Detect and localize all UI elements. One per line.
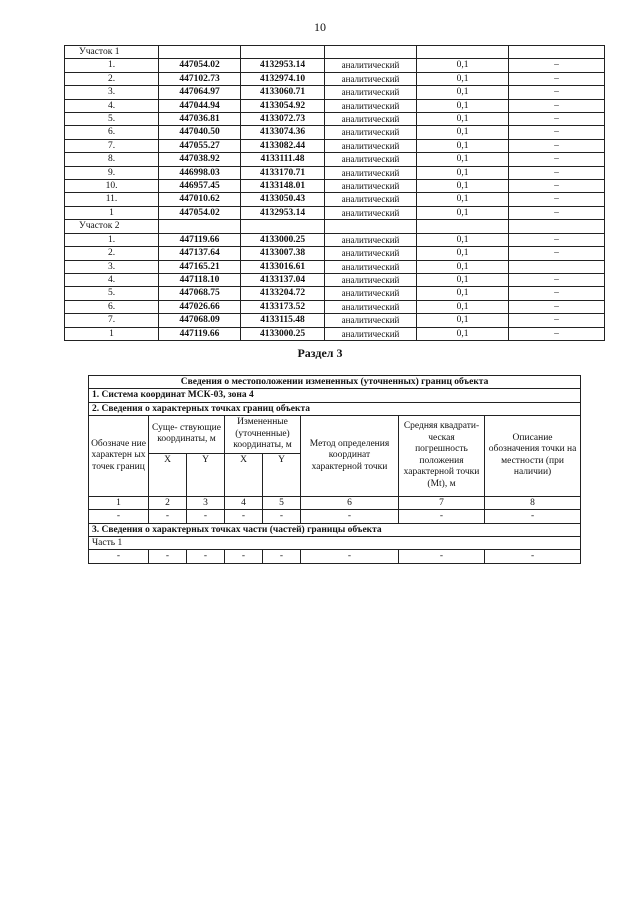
section-row [65,46,605,59]
coord-y: 4132953.14 [241,206,325,219]
column-number: 5 [263,496,301,509]
dash-cell: - [399,550,485,563]
point-number: 6. [65,300,159,313]
description-cell: – [509,193,605,206]
dash-cell: - [225,550,263,563]
accuracy-cell: 0,1 [417,180,509,193]
method-cell: аналитический [325,247,417,260]
table-row [65,113,605,126]
table-row [65,300,605,313]
coord-y: 4132974.10 [241,72,325,85]
description-cell: – [509,300,605,313]
table-row [65,314,605,327]
header-description: Описание обозначения точки на местности (при наличии) [485,416,581,497]
accuracy-cell: 0,1 [417,300,509,313]
point-number: 11. [65,193,159,206]
section-label: Участок 1 [65,46,159,59]
accuracy-cell: 0,1 [417,59,509,72]
point-number: 3. [65,86,159,99]
description-cell: – [509,233,605,246]
dash-cell: - [485,510,581,523]
column-number: 1 [89,496,149,509]
empty-cell [325,46,417,59]
method-cell: аналитический [325,180,417,193]
method-cell: аналитический [325,153,417,166]
column-number: 3 [187,496,225,509]
coord-x: 446957.45 [159,180,241,193]
method-cell: аналитический [325,139,417,152]
table-row [65,287,605,300]
empty-cell [241,220,325,233]
dash-cell: - [149,510,187,523]
point-number: 3. [65,260,159,273]
table-row [65,86,605,99]
table-row [65,233,605,246]
accuracy-cell: 0,1 [417,99,509,112]
table-row [65,59,605,72]
coord-y: 4132953.14 [241,59,325,72]
accuracy-cell: 0,1 [417,166,509,179]
table-row [65,166,605,179]
description-cell: – [509,166,605,179]
coord-y: 4133054.92 [241,99,325,112]
boundary-points-heading: 2. Сведения о характерных точках границ объекта [89,402,581,415]
coord-y: 4133170.71 [241,166,325,179]
dash-cell: - [301,550,399,563]
coord-x: 447038.92 [159,153,241,166]
dash-row-2 [89,550,581,563]
table-row [65,247,605,260]
method-cell: аналитический [325,233,417,246]
description-cell: – [509,126,605,139]
description-cell: – [509,86,605,99]
accuracy-cell: 0,1 [417,327,509,340]
method-cell: аналитический [325,126,417,139]
table-row [65,126,605,139]
dash-cell: - [149,550,187,563]
coord-y: 4133082.44 [241,139,325,152]
accuracy-cell: 0,1 [417,113,509,126]
column-number: 8 [485,496,581,509]
method-cell: аналитический [325,193,417,206]
coordinates-table [64,45,605,341]
empty-cell [417,46,509,59]
coord-x: 447044.94 [159,99,241,112]
description-cell: – [509,314,605,327]
coord-x: 447055.27 [159,139,241,152]
dash-cell: - [187,550,225,563]
boundary-info-table [88,375,581,564]
header-x-existing: X [149,453,187,496]
coord-y: 4133148.01 [241,180,325,193]
dash-cell: - [399,510,485,523]
empty-cell [241,46,325,59]
column-number: 6 [301,496,399,509]
method-cell: аналитический [325,273,417,286]
description-cell: – [509,327,605,340]
method-cell: аналитический [325,314,417,327]
coord-x: 447054.02 [159,59,241,72]
table-row [65,180,605,193]
point-number: 1 [65,327,159,340]
description-cell: – [509,273,605,286]
description-cell: – [509,180,605,193]
column-numbers-row [89,496,581,509]
table-row [65,153,605,166]
coord-y: 4133137.04 [241,273,325,286]
section-title: Раздел 3 [297,346,343,360]
header-accuracy: Средняя квадрати- ческая погрешность положения характерной точки (Mt), м [399,416,485,497]
coord-y: 4133000.25 [241,327,325,340]
method-cell: аналитический [325,99,417,112]
coord-y: 4133173.52 [241,300,325,313]
dash-cell: - [89,550,149,563]
dash-cell: - [485,550,581,563]
coord-y: 4133115.48 [241,314,325,327]
coord-y: 4133000.25 [241,233,325,246]
table-row [65,139,605,152]
empty-cell [417,220,509,233]
section-row [65,220,605,233]
dash-cell: - [89,510,149,523]
accuracy-cell: 0,1 [417,273,509,286]
coord-x: 447026.66 [159,300,241,313]
dash-cell: - [263,550,301,563]
dash-cell: - [225,510,263,523]
method-cell: аналитический [325,166,417,179]
point-number: 10. [65,180,159,193]
point-number: 4. [65,273,159,286]
header-method: Метод определения координат характерной точки [301,416,399,497]
method-cell: аналитический [325,86,417,99]
coord-x: 447068.75 [159,287,241,300]
description-cell: – [509,153,605,166]
empty-cell [509,46,605,59]
description-cell: – [509,72,605,85]
header-x-changed: X [225,453,263,496]
method-cell: аналитический [325,260,417,273]
description-cell: – [509,206,605,219]
table-row [65,206,605,219]
coord-x: 447102.73 [159,72,241,85]
point-number: 1 [65,206,159,219]
coord-y: 4133204.72 [241,287,325,300]
accuracy-cell: 0,1 [417,193,509,206]
method-cell: аналитический [325,327,417,340]
coord-y: 4133016.61 [241,260,325,273]
description-cell: – [509,139,605,152]
description-cell: – [509,113,605,126]
table-row [65,273,605,286]
accuracy-cell: 0,1 [417,233,509,246]
empty-cell [509,220,605,233]
point-number: 1. [65,59,159,72]
coordinate-system-line: 1. Система координат МСК-03, зона 4 [89,389,581,402]
method-cell: аналитический [325,206,417,219]
coord-y: 4133007.38 [241,247,325,260]
coord-y: 4133060.71 [241,86,325,99]
point-number: 5. [65,287,159,300]
coord-x: 447068.09 [159,314,241,327]
column-number: 4 [225,496,263,509]
accuracy-cell: 0,1 [417,260,509,273]
empty-cell [159,220,241,233]
description-cell: – [509,287,605,300]
section-label: Участок 2 [65,220,159,233]
point-number: 9. [65,166,159,179]
coord-y: 4133072.73 [241,113,325,126]
coord-y: 4133050.43 [241,193,325,206]
point-number: 2. [65,247,159,260]
accuracy-cell: 0,1 [417,314,509,327]
point-number: 1. [65,233,159,246]
method-cell: аналитический [325,287,417,300]
coord-x: 447010.62 [159,193,241,206]
part-points-heading: 3. Сведения о характерных точках части (частей) границы объекта [89,523,581,536]
coord-x: 447137.64 [159,247,241,260]
method-cell: аналитический [325,300,417,313]
part-label: Часть 1 [89,536,581,549]
description-cell [509,260,605,273]
table-row [65,99,605,112]
dash-cell: - [263,510,301,523]
point-number: 2. [65,72,159,85]
method-cell: аналитический [325,72,417,85]
accuracy-cell: 0,1 [417,126,509,139]
coord-y: 4133111.48 [241,153,325,166]
table-row [65,193,605,206]
point-number: 7. [65,139,159,152]
point-number: 5. [65,113,159,126]
coord-x: 447119.66 [159,327,241,340]
accuracy-cell: 0,1 [417,206,509,219]
coord-x: 447064.97 [159,86,241,99]
coord-x: 447119.66 [159,233,241,246]
coord-x: 446998.03 [159,166,241,179]
method-cell: аналитический [325,59,417,72]
table2-title: Сведения о местоположении измененных (уточненных) границ объекта [89,376,581,389]
point-number: 8. [65,153,159,166]
accuracy-cell: 0,1 [417,153,509,166]
column-number: 7 [399,496,485,509]
coord-y: 4133074.36 [241,126,325,139]
coord-x: 447040.50 [159,126,241,139]
column-number: 2 [149,496,187,509]
header-y-existing: Y [187,453,225,496]
table-row [65,260,605,273]
description-cell: – [509,99,605,112]
description-cell: – [509,247,605,260]
header-existing-coords: Суще- ствующие координаты, м [149,416,225,454]
header-changed-coords: Измененные (уточненные) координаты, м [225,416,301,454]
accuracy-cell: 0,1 [417,247,509,260]
method-cell: аналитический [325,113,417,126]
point-number: 6. [65,126,159,139]
empty-cell [159,46,241,59]
coord-x: 447054.02 [159,206,241,219]
header-point-designation: Обозначе ние характерн ых точек границ [89,416,149,497]
coord-x: 447118.10 [159,273,241,286]
page-number: 10 [314,20,326,34]
dash-cell: - [301,510,399,523]
coord-x: 447036.81 [159,113,241,126]
header-y-changed: Y [263,453,301,496]
empty-cell [325,220,417,233]
accuracy-cell: 0,1 [417,86,509,99]
description-cell: – [509,59,605,72]
accuracy-cell: 0,1 [417,287,509,300]
table-row [65,327,605,340]
point-number: 4. [65,99,159,112]
accuracy-cell: 0,1 [417,72,509,85]
coord-x: 447165.21 [159,260,241,273]
accuracy-cell: 0,1 [417,139,509,152]
dash-cell: - [187,510,225,523]
dash-row [89,510,581,523]
point-number: 7. [65,314,159,327]
table-row [65,72,605,85]
